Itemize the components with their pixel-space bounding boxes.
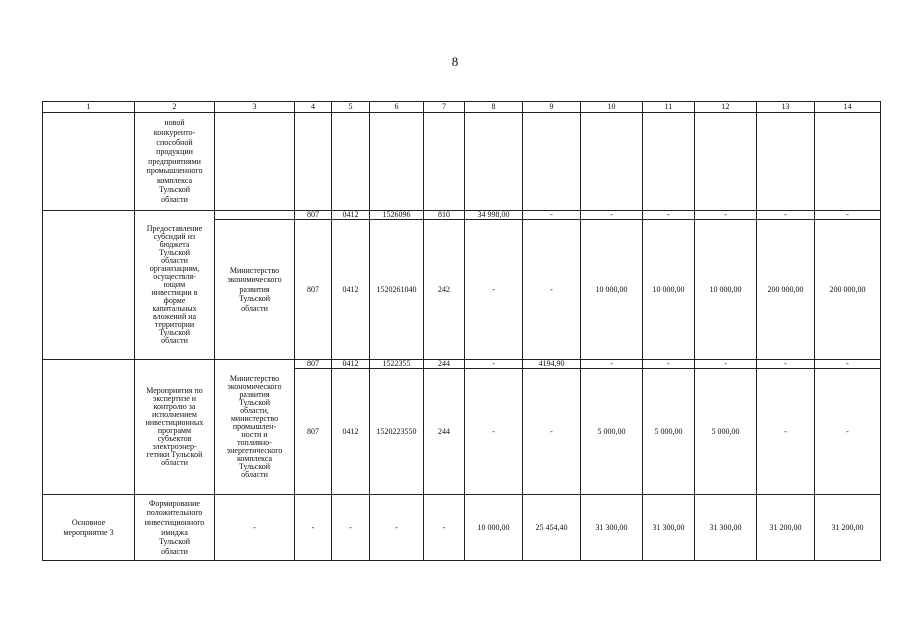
table-cell: 1526096 (370, 211, 424, 220)
header-cell: 10 (581, 102, 643, 113)
header-cell: 7 (424, 102, 465, 113)
table-cell: 34 998,00 (465, 211, 523, 220)
table-cell: 10 000,00 (695, 220, 757, 360)
table-cell: 31 200,00 (757, 495, 815, 561)
table-row (43, 495, 881, 561)
table-cell: - (757, 369, 815, 495)
table-cell (370, 113, 424, 211)
table-row (43, 211, 881, 220)
table-cell: 0412 (332, 211, 370, 220)
table-cell: - (695, 211, 757, 220)
table-cell: 244 (424, 369, 465, 495)
table-cell: - (815, 360, 881, 369)
budget-table (42, 101, 881, 561)
table-cell: - (815, 211, 881, 220)
table-cell: 31 300,00 (695, 495, 757, 561)
table-cell: - (295, 495, 332, 561)
table-cell: - (523, 220, 581, 360)
table-cell: 1520223550 (370, 369, 424, 495)
table-cell: - (815, 369, 881, 495)
table-cell: - (465, 360, 523, 369)
activity-name-cell: новой конкуренто- способной продукции предприятиями промышленного комплекса Тульской области (135, 113, 215, 211)
table-cell (43, 211, 135, 360)
table-cell: 807 (295, 220, 332, 360)
table-cell (215, 113, 295, 211)
table-cell: 807 (295, 211, 332, 220)
header-cell: 9 (523, 102, 581, 113)
table-cell: - (215, 495, 295, 561)
activity-name-cell: Предоставление субсидий из бюджета Тульской области организациям, осуществля- ющим инвестиции в форме капитальных вложений на территории Тульской области (135, 211, 215, 360)
table-cell (581, 113, 643, 211)
table-cell (43, 113, 135, 211)
table-cell: 244 (424, 360, 465, 369)
header-cell: 3 (215, 102, 295, 113)
table-cell (815, 113, 881, 211)
table-cell: - (370, 495, 424, 561)
table-cell: 807 (295, 369, 332, 495)
table-cell: - (523, 369, 581, 495)
table-cell: - (523, 211, 581, 220)
table-cell: 0412 (332, 360, 370, 369)
table-cell: 31 200,00 (815, 495, 881, 561)
table-cell: 200 000,00 (757, 220, 815, 360)
header-cell: 6 (370, 102, 424, 113)
table-cell: - (581, 211, 643, 220)
table-cell: 810 (424, 211, 465, 220)
table-cell: - (695, 360, 757, 369)
page-number: 8 (451, 54, 459, 69)
table-cell: 0412 (332, 220, 370, 360)
table-cell: - (643, 211, 695, 220)
main-activity-cell: Основное мероприятие 3 (43, 495, 135, 561)
table-cell: - (424, 495, 465, 561)
table-cell: 10 000,00 (643, 220, 695, 360)
header-cell: 2 (135, 102, 215, 113)
table-cell: 10 000,00 (581, 220, 643, 360)
table-cell: 5 000,00 (643, 369, 695, 495)
header-cell: 8 (465, 102, 523, 113)
table-cell: 31 300,00 (581, 495, 643, 561)
table-cell: - (643, 360, 695, 369)
table-cell: 0412 (332, 369, 370, 495)
header-cell: 13 (757, 102, 815, 113)
table-cell (215, 211, 295, 220)
table-cell: - (757, 211, 815, 220)
table-cell: 242 (424, 220, 465, 360)
table-cell (523, 113, 581, 211)
table-row (43, 360, 881, 369)
table-cell: - (465, 369, 523, 495)
table-cell: 1522355 (370, 360, 424, 369)
table-cell: 200 000,00 (815, 220, 881, 360)
table-cell (465, 113, 523, 211)
table-cell (424, 113, 465, 211)
table-cell: - (757, 360, 815, 369)
table-cell: - (465, 220, 523, 360)
header-cell: 1 (43, 102, 135, 113)
table-cell: 807 (295, 360, 332, 369)
activity-name-cell: Формирование положительного инвестиционного имиджа Тульской области (135, 495, 215, 561)
header-cell: 4 (295, 102, 332, 113)
table-cell: - (581, 360, 643, 369)
header-row (43, 102, 881, 113)
table-cell: 31 300,00 (643, 495, 695, 561)
table-cell (295, 113, 332, 211)
table-cell: 4194,90 (523, 360, 581, 369)
executor-cell: Министерство экономического развития Тульской области, министерство промышлен- ности и топливно- энергетического комплекса Тульской области (215, 360, 295, 495)
table-cell: 5 000,00 (695, 369, 757, 495)
table-cell (695, 113, 757, 211)
table-cell (757, 113, 815, 211)
table-cell: 5 000,00 (581, 369, 643, 495)
activity-name-cell: Мероприятия по экспертизе и контролю за исполнением инвестиционных программ субъектов электроэнер- гетики Тульской области (135, 360, 215, 495)
table-cell: 10 000,00 (465, 495, 523, 561)
header-cell: 11 (643, 102, 695, 113)
header-cell: 14 (815, 102, 881, 113)
table-cell (43, 360, 135, 495)
table-cell: - (332, 495, 370, 561)
header-cell: 12 (695, 102, 757, 113)
table-cell: 25 454,40 (523, 495, 581, 561)
table-row (43, 113, 881, 211)
table-cell: 1520261040 (370, 220, 424, 360)
table-cell (332, 113, 370, 211)
executor-cell: Министерство экономического развития Тульской области (215, 220, 295, 360)
header-cell: 5 (332, 102, 370, 113)
table-cell (643, 113, 695, 211)
